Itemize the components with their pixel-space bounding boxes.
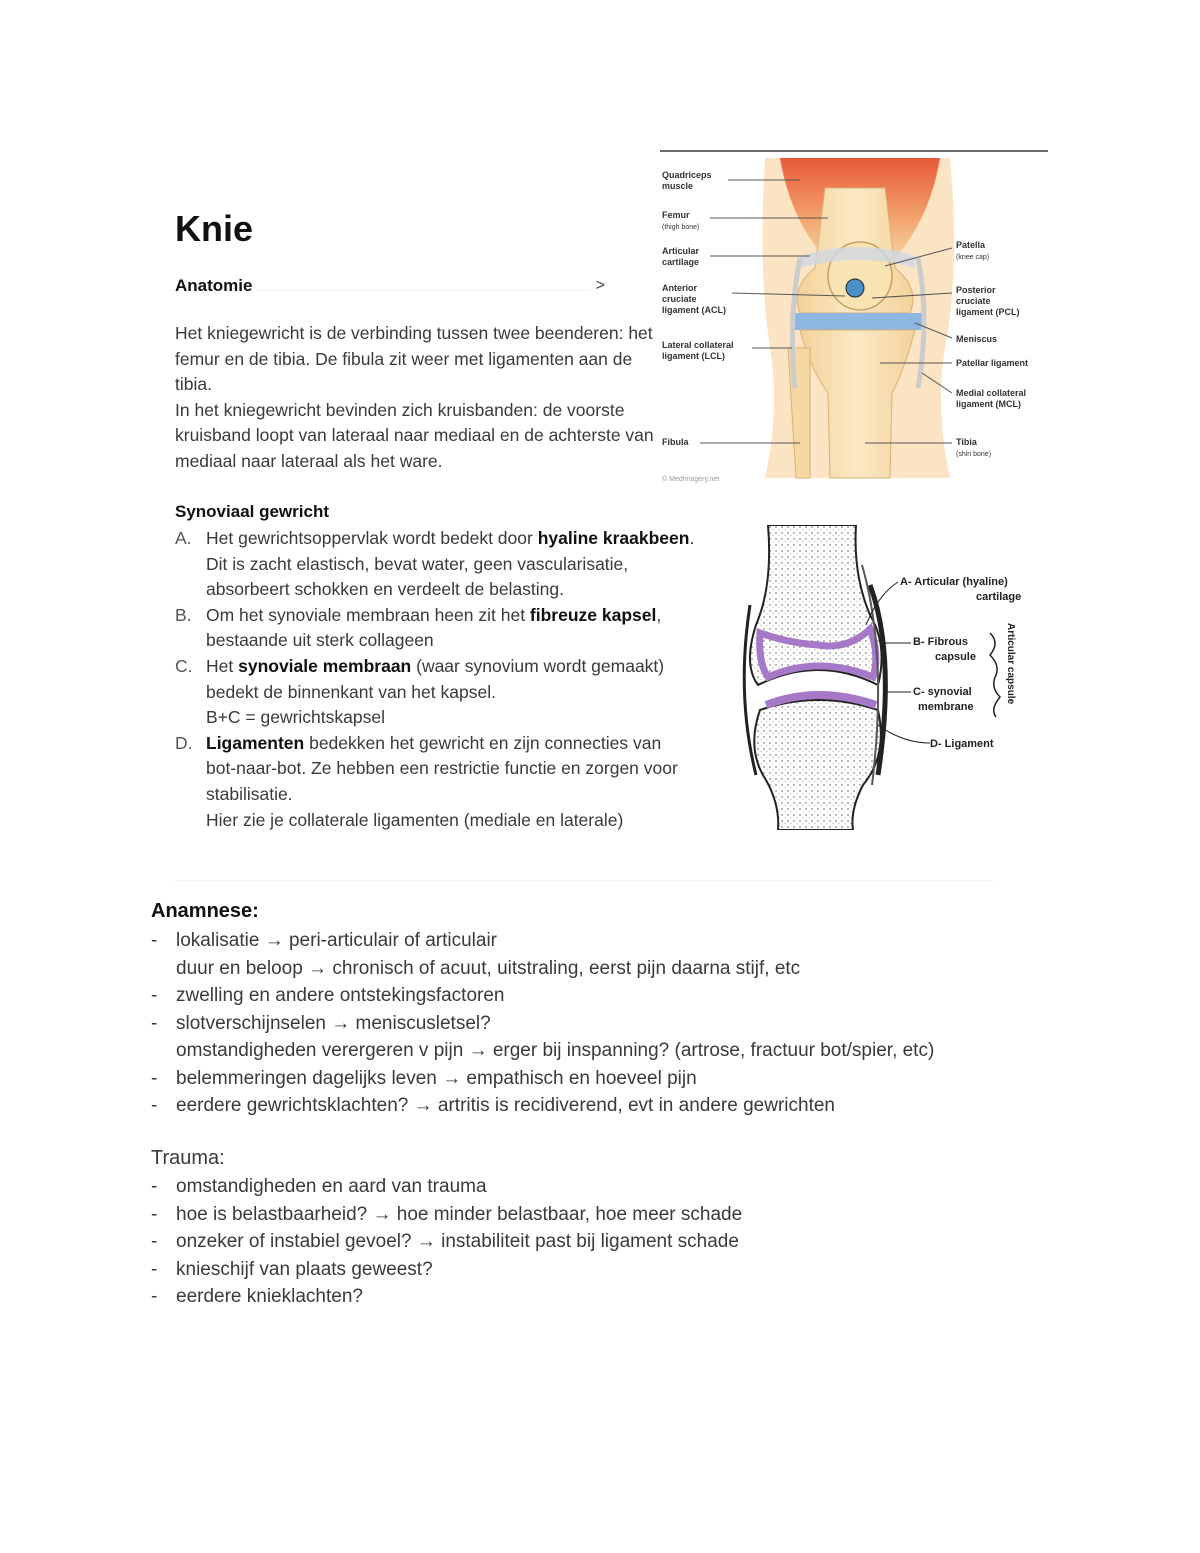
list-item: [151, 927, 1071, 955]
label-fibula: Fibula: [662, 437, 689, 447]
anatomie-heading: Anatomie: [175, 276, 253, 295]
item-extra-text: Hier zie je collaterale ligamenten (mediale en laterale): [206, 809, 624, 830]
bullet-dash: -: [151, 1286, 158, 1307]
list-item: [151, 1201, 1071, 1229]
list-item: [151, 1065, 1071, 1093]
item-text: lokalisatie → peri-articulair of articulair: [176, 930, 497, 951]
item-text: omstandigheden verergeren v pijn → erger bij inspanning? (artrose, fractuur bot/spier, etc): [176, 1040, 935, 1061]
label-patellar-ligament: Patellar ligament: [956, 358, 1029, 368]
list-letter: C.: [175, 655, 193, 676]
label-fibrous: B- Fibrous: [913, 636, 968, 648]
synoviaal-heading: Synoviaal gewricht: [175, 502, 329, 521]
anamnese-heading: Anamnese:: [151, 900, 259, 922]
image-credit: © MedImagery.net: [662, 476, 720, 483]
list-item: [151, 955, 1071, 983]
knee-anatomy-figure: [660, 148, 1048, 488]
item-bold-term: hyaline kraakbeen: [537, 528, 690, 548]
label-tibia: Tibia (shin bone): [956, 437, 992, 458]
synovial-joint-figure: [738, 525, 1038, 830]
label-meniscus: Meniscus: [956, 334, 998, 344]
bullet-dash: -: [151, 1012, 158, 1034]
anatomie-toggle[interactable]: [175, 276, 605, 296]
list-item: [175, 603, 695, 654]
bullet-dash: -: [151, 1231, 158, 1252]
label-articular-capsule: Articular capsule: [1005, 623, 1016, 705]
item-extra-text: B+C = gewrichtskapsel: [206, 707, 385, 728]
label-membrane: membrane: [918, 701, 974, 713]
item-text: onzeker of instabiel gevoel? → instabiliteit past bij ligament schade: [176, 1231, 739, 1252]
list-item: [151, 1092, 1071, 1120]
trauma-list: [151, 1173, 1071, 1311]
intro-paragraph-1: Het kniegewricht is de verbinding tussen twee beenderen: het femur en de tibia. De fibula zit weer met ligamenten aan de tibia.: [175, 323, 653, 395]
bullet-dash: -: [151, 1203, 158, 1225]
intro-text: [175, 321, 655, 475]
item-text: duur en beloop → chronisch of acuut, uitstraling, eerst pijn daarna stijf, etc: [176, 957, 801, 979]
label-ligament: D- Ligament: [930, 738, 994, 750]
bullet-dash: -: [151, 985, 158, 1006]
dotted-leader: [258, 282, 589, 291]
bullet-dash: -: [151, 930, 158, 951]
label-articular-cartilage: Articular cartilage: [662, 246, 700, 267]
bullet-dash: [151, 955, 176, 983]
item-text: slotverschijnselen → meniscusletsel?: [176, 1012, 491, 1034]
chevron-right-icon: >: [595, 277, 605, 294]
item-bold-term: fibreuze kapsel: [529, 604, 657, 625]
label-lcl: Lateral collateral ligament (LCL): [662, 340, 734, 361]
label-femur: Femur (thigh bone): [662, 210, 700, 231]
item-text: Het gewrichtsoppervlak wordt bedekt door: [206, 528, 538, 548]
label-synovial: C- synovial: [913, 686, 972, 698]
list-letter: A.: [175, 528, 192, 548]
label-capsule: capsule: [935, 651, 976, 663]
item-text: bedekken het gewricht en zijn connecties van bot-naar-bot. Ze hebben een restrictie functie en zorgen voor stabilisatie.: [206, 732, 678, 804]
list-item: [175, 654, 695, 731]
label-mcl: Medial collateral ligament (MCL): [956, 388, 1027, 409]
page-title: Knie: [175, 208, 254, 249]
list-item: [151, 1173, 1071, 1201]
label-cartilage: cartilage: [976, 591, 1022, 603]
item-text: omstandigheden en aard van trauma: [176, 1176, 487, 1197]
list-letter: D.: [175, 732, 193, 753]
list-item: [151, 1010, 1071, 1038]
item-bold-term: synoviale membraan: [238, 655, 412, 676]
item-text: Het: [206, 655, 239, 676]
list-item: [175, 731, 695, 833]
item-bold-term: Ligamenten: [206, 732, 305, 753]
item-text: belemmeringen dagelijks leven → empathisch en hoeveel pijn: [176, 1067, 697, 1089]
anamnese-list: [151, 927, 1071, 1120]
list-item: [151, 1228, 1071, 1256]
item-text: eerdere knieklachten?: [176, 1286, 363, 1307]
synovial-joint-illustration: [738, 525, 1038, 830]
bullet-dash: -: [151, 1095, 158, 1116]
item-text: Om het synoviale membraan heen zit het: [206, 604, 530, 625]
item-text: hoe is belastbaarheid? → hoe minder belastbaar, hoe meer schade: [176, 1203, 743, 1225]
label-pcl: Posterior cruciate ligament (PCL): [956, 285, 1020, 317]
bullet-dash: -: [151, 1176, 158, 1197]
item-text: eerdere gewrichtsklachten? → artritis is recidiverend, evt in andere gewrichten: [176, 1095, 835, 1116]
list-item: [151, 1283, 1071, 1311]
item-text: knieschijf van plaats geweest?: [176, 1258, 433, 1280]
list-item: [151, 982, 1071, 1010]
bullet-dash: -: [151, 1067, 158, 1089]
trauma-heading: Trauma:: [151, 1147, 225, 1169]
knee-anatomy-illustration: [660, 148, 1048, 488]
intro-paragraph-2: In het kniegewricht bevinden zich kruisbanden: de voorste kruisband loopt van lateraal naar mediaal en de achterste van mediaal naar lateraal als het ware.: [175, 399, 654, 471]
label-quadriceps: Quadriceps muscle: [662, 170, 712, 191]
item-text: (waar synovium wordt gemaakt) bedekt de binnenkant van het kapsel.: [206, 655, 665, 702]
bullet-dash: [151, 1037, 176, 1065]
item-text: . Dit is zacht elastisch, bevat water, geen vascularisatie, absorbeert schokken en verdeelt de belasting.: [206, 528, 695, 600]
list-letter: B.: [175, 604, 192, 625]
item-text: zwelling en andere ontstekingsfactoren: [176, 985, 505, 1006]
bullet-dash: -: [151, 1258, 158, 1280]
list-item: [151, 1037, 1071, 1065]
list-item: [151, 1256, 1071, 1284]
synoviaal-list: [175, 526, 695, 833]
item-text: , bestaande uit sterk collageen: [206, 604, 662, 651]
label-acl: Anterior cruciate ligament (ACL): [662, 283, 726, 315]
list-item: [175, 526, 695, 603]
section-divider: [175, 880, 995, 881]
label-articular-hyaline: A- Articular (hyaline): [900, 576, 1008, 588]
label-patella: Patella (knee cap): [956, 240, 990, 261]
